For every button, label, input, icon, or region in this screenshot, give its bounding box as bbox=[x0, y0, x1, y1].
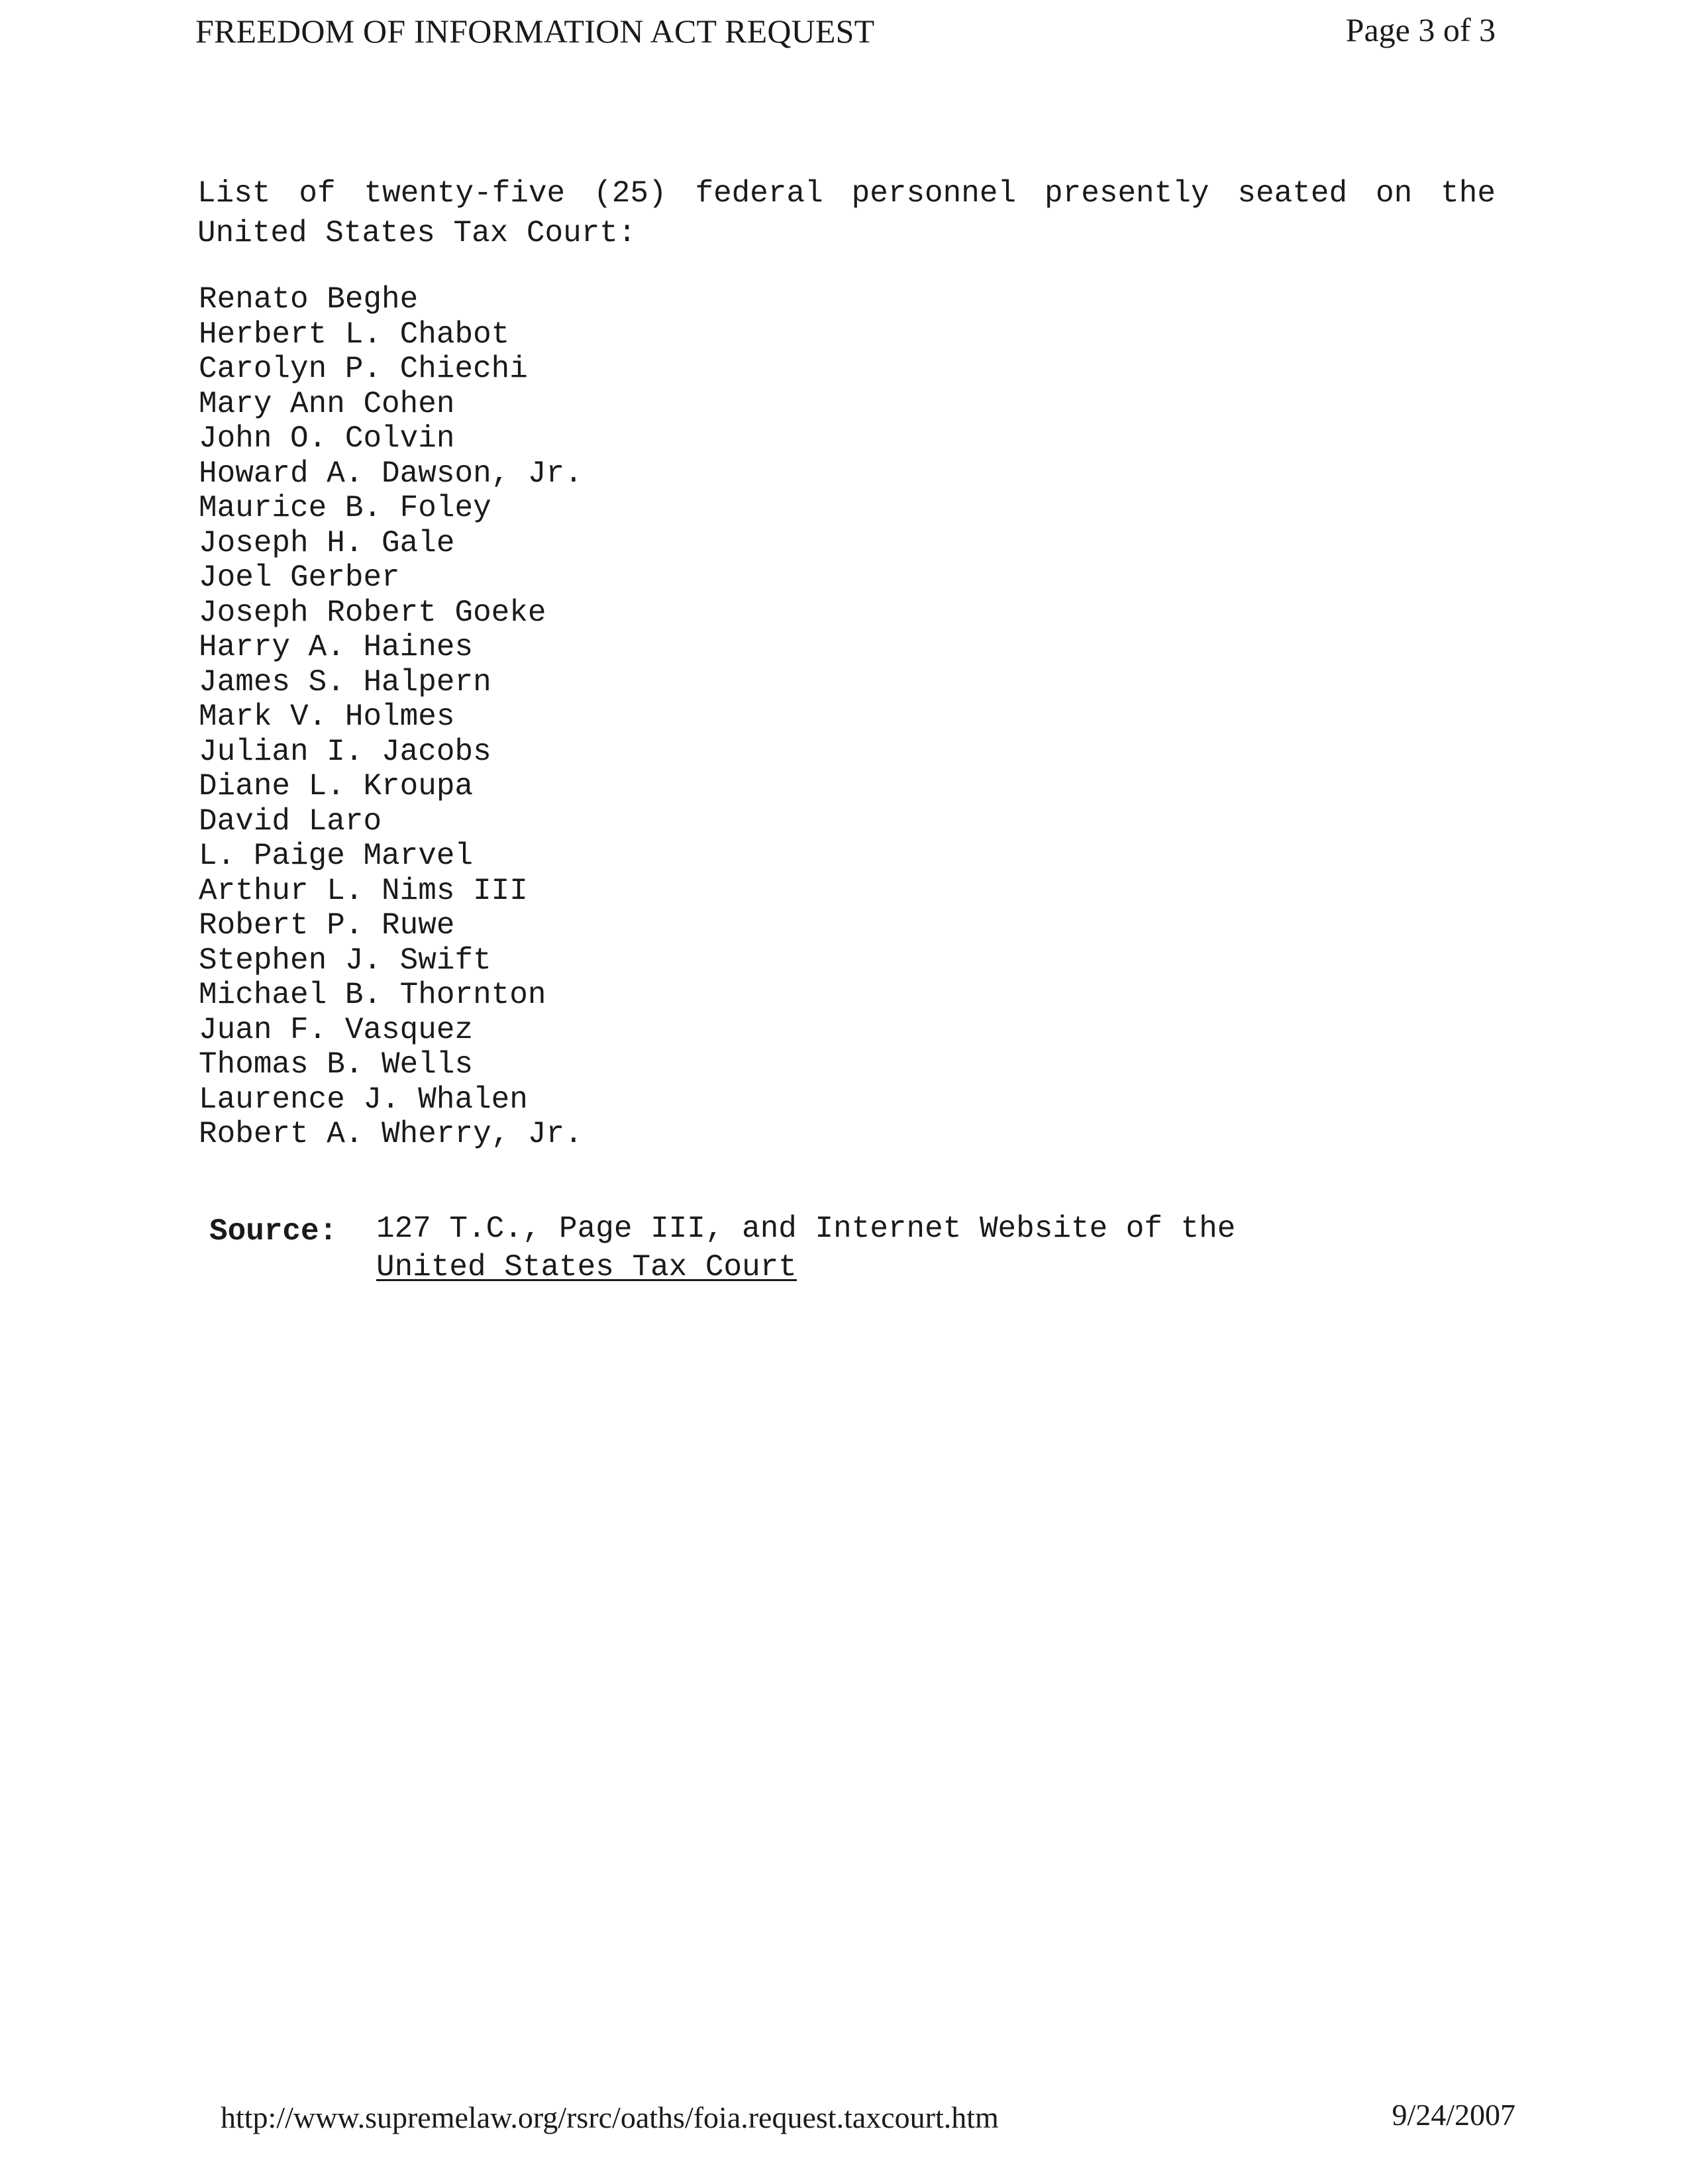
source-label: Source: bbox=[209, 1214, 338, 1249]
intro-word: seated bbox=[1237, 176, 1348, 211]
intro-word: List bbox=[197, 176, 271, 211]
judge-name: Joseph H. Gale bbox=[199, 525, 455, 560]
judge-name: Robert P. Ruwe bbox=[199, 908, 455, 943]
judge-name: Robert A. Wherry, Jr. bbox=[199, 1117, 583, 1151]
source-text: 127 T.C., Page III, and Internet Website of the bbox=[376, 1212, 1236, 1246]
judge-name: Arthur L. Nims III bbox=[199, 873, 528, 908]
page-indicator: Page 3 of 3 bbox=[1345, 11, 1496, 48]
intro-word: the bbox=[1441, 176, 1496, 211]
judge-name: Mark V. Holmes bbox=[199, 700, 455, 734]
judge-name: Joel Gerber bbox=[199, 560, 400, 595]
intro-word: (25) bbox=[593, 176, 667, 211]
intro-word: presently bbox=[1045, 176, 1209, 211]
intro-word: twenty-five bbox=[364, 176, 566, 211]
judge-name: Laurence J. Whalen bbox=[199, 1082, 528, 1117]
judge-name: Joseph Robert Goeke bbox=[199, 595, 546, 630]
intro-word: of bbox=[299, 176, 336, 211]
judge-name: Renato Beghe bbox=[199, 282, 419, 317]
judge-name: Diane L. Kroupa bbox=[199, 769, 474, 804]
footer-url: http://www.supremelaw.org/rsrc/oaths/foia.request.taxcourt.htm bbox=[221, 2101, 999, 2134]
intro-word: federal bbox=[695, 176, 823, 211]
intro-paragraph bbox=[197, 174, 1496, 253]
judge-name: Herbert L. Chabot bbox=[199, 317, 510, 352]
intro-word: personnel bbox=[851, 176, 1017, 211]
judge-name: Thomas B. Wells bbox=[199, 1047, 474, 1082]
intro-word: on bbox=[1376, 176, 1413, 211]
judge-list bbox=[199, 282, 583, 1152]
judge-name: Juan F. Vasquez bbox=[199, 1012, 474, 1047]
judge-name: Mary Ann Cohen bbox=[199, 386, 455, 421]
judge-name: John O. Colvin bbox=[199, 421, 455, 456]
judge-name: Carolyn P. Chiechi bbox=[199, 352, 528, 386]
judge-name: L. Paige Marvel bbox=[199, 839, 474, 873]
judge-name: Julian I. Jacobs bbox=[199, 734, 491, 769]
footer-date: 9/24/2007 bbox=[1392, 2098, 1515, 2132]
intro-line-2: United States Tax Court: bbox=[197, 216, 637, 250]
judge-name: Stephen J. Swift bbox=[199, 943, 491, 978]
judge-name: Maurice B. Foley bbox=[199, 491, 491, 525]
source-link[interactable]: United States Tax Court bbox=[376, 1250, 797, 1284]
intro-line-1 bbox=[197, 174, 1496, 213]
judge-name: James S. Halpern bbox=[199, 664, 491, 700]
judge-name: David Laro bbox=[199, 804, 382, 839]
judge-name: Michael B. Thornton bbox=[199, 978, 546, 1012]
document-title: FREEDOM OF INFORMATION ACT REQUEST bbox=[195, 13, 875, 50]
judge-name: Harry A. Haines bbox=[199, 630, 474, 664]
judge-name: Howard A. Dawson, Jr. bbox=[199, 456, 583, 491]
